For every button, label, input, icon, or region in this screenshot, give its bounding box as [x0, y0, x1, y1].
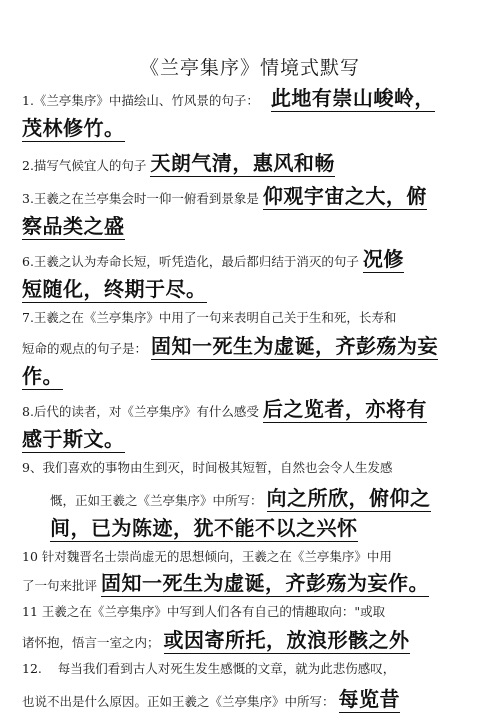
- question-6-answer-part1: 况修: [362, 247, 404, 271]
- question-3-answer-part1: 仰观宇宙之大，俯: [262, 184, 427, 208]
- question-6-answer-part2: 短随化，终期于尽。: [22, 277, 207, 301]
- question-10-prompt-line1: 10 针对魏晋名士崇尚虚无的思想倾向，王羲之在《兰亭集序》中用: [22, 549, 392, 564]
- question-12-answer: 每览昔: [338, 687, 400, 711]
- question-3-answer-part2: 察品类之盛: [22, 214, 125, 238]
- question-11-prompt-line1: 11 王羲之在《兰亭集序》中写到人们各有自己的情趣取向："或取: [22, 604, 386, 619]
- question-9-prompt-line1: 9、我们喜欢的事物由生到灭，时间极其短暂，自然也会令人生发感: [22, 460, 393, 475]
- question-10: [22, 551, 478, 603]
- question-8-prompt: 8.后代的读者，对《兰亭集序》有什么感受: [22, 404, 259, 419]
- question-8-answer-part2: 感于斯文。: [22, 427, 125, 451]
- question-3-prompt: 3.王羲之在兰亭集会时一仰一俯看到景象是: [22, 191, 259, 206]
- question-6-prompt: 6.王羲之认为寿命长短，听凭造化，最后都归结于消灭的句子: [22, 254, 359, 269]
- question-12-prompt-line1: 12. 每当我们看到古人对死生发生感慨的文章，就为此悲伤感叹，: [22, 661, 396, 676]
- question-7-answer-part1: 固知一死生为虚诞，齐彭殇为妄: [151, 334, 438, 358]
- question-1-answer-part1: 此地有崇山峻岭，: [270, 86, 435, 110]
- question-10-answer: 固知一死生为虚诞，齐彭殇为妄作。: [101, 571, 429, 595]
- question-7-prompt-line2: 短命的观点的句子是：: [22, 341, 148, 356]
- question-2-answer: 天朗气清，惠风和畅: [150, 151, 335, 175]
- question-12-prompt-line2: 也说不出是什么原因。正如王羲之《兰亭集序》中所写：: [22, 694, 335, 709]
- question-9-prompt-line2: 慨，正如王羲之《兰亭集序》中所写：: [50, 493, 263, 508]
- question-7-prompt-line1: 7.王羲之在《兰亭集序》中用了一句来表明自己关于生和死，长寿和: [22, 310, 397, 325]
- question-8: [22, 399, 478, 459]
- question-1-answer-part2: 茂林修竹。: [22, 116, 125, 140]
- question-6: [22, 249, 478, 309]
- question-9-answer-part1: 向之所欣，俯仰之: [266, 486, 431, 510]
- question-10-prompt-line2: 了一句来批评: [22, 578, 98, 593]
- question-9-answer-part2: 间，已为陈迹，犹不能不以之兴怀: [50, 516, 358, 540]
- question-7: [22, 312, 478, 396]
- page-title: 《兰亭集序》情境式默写: [139, 57, 360, 79]
- question-3: [22, 186, 478, 246]
- question-11-prompt-line2: 诸怀抱，悟言一室之内；: [22, 635, 160, 650]
- question-2: [22, 153, 478, 183]
- question-11-answer: 或因寄所托，放浪形骸之外: [163, 628, 410, 652]
- question-8-answer-part1: 后之览者，亦将有: [262, 397, 427, 421]
- question-12: [22, 663, 478, 719]
- question-9: [22, 462, 478, 548]
- question-1-prompt: 1.《兰亭集序》中描绘山、竹风景的句子：: [22, 93, 259, 108]
- question-11: [22, 606, 478, 660]
- question-2-prompt: 2.描写气候宜人的句子: [22, 158, 147, 173]
- question-1: [22, 88, 478, 148]
- question-7-answer-part2: 作。: [22, 364, 63, 388]
